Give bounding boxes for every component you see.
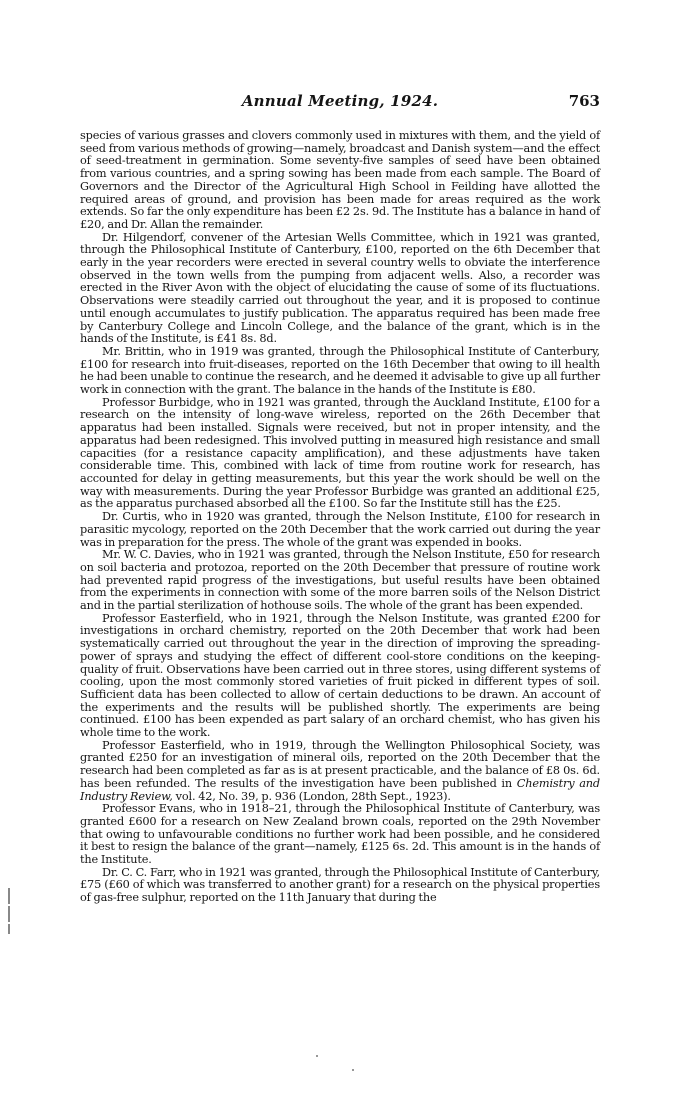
journal-title: Chemistry and Industry Review,	[80, 776, 600, 803]
margin-mark	[8, 888, 10, 904]
paragraph-curtis: Dr. Curtis, who in 1920 was granted, through the Nelson Institute, £100 for research in parasitic mycology, reported on the 20th December that the work carried out during the year was in preparation for the press. The whole of the grant was expended in books.	[80, 510, 600, 549]
page-header	[80, 92, 600, 114]
paragraph-davies: Mr. W. C. Davies, who in 1921 was granted, through the Nelson Institute, £50 for research on soil bacteria and protozoa, reported on the 20th December that pressure of routine work had prevented rapid progress of the investigations, but useful results have been obtained from the experiments in connection with some of the more barren soils of the Nelson District and in the partial sterilization of hothouse soils. The whole of the grant has been expended.	[80, 548, 600, 613]
paragraph-brittin: Mr. Brittin, who in 1919 was granted, through the Philosophical Institute of Canterbury, £100 for research into fruit-diseases, reported on the 16th December that owing to ill health he had been unable to continue the research, and he deemed it advisable to give up all further work in connection with the grant. The balance in the hands of the Institute is £80.	[80, 344, 600, 397]
margin-mark	[8, 906, 10, 922]
scan-speck	[352, 1069, 354, 1071]
paragraph-farr: Dr. C. C. Farr, who in 1921 was granted, through the Philosophical Institute of Canterbury, £75 (£60 of which was transferred to another grant) for a research on the physical properties of gas-free sulphur, reported on the 11th January that during the	[80, 865, 600, 905]
paragraph-evans: Professor Evans, who in 1918–21, through the Philosophical Institute of Canterbury, was granted £600 for a research on New Zealand brown coals, reported on the 29th November that owing to unfavourable conditions no further work had been possible, and he considered it best to resign the balance of the grant—namely, £125 6s. 2d. This amount is in the hands of the Institute.	[80, 802, 600, 867]
scan-speck	[316, 1055, 318, 1057]
margin-mark	[8, 924, 10, 934]
body-text	[80, 130, 600, 905]
paragraph-burbidge: Professor Burbidge, who in 1921 was granted, through the Auckland Institute, £100 for a research on the intensity of long-wave wireless, reported on the 26th December that apparatus had been installed. Signals were received, but not in proper intensity, and the apparatus had been redesigned. This involved putting in measured high resistance and small capacities (for a resistance capacity amplification), and these adjustments have taken considerable time. This, combined with lack of time from routine work for research, has accounted for delay in getting measurements, but this year the work should be well on the way with measurements. During the year Professor Burbidge was granted an additional £25, as the apparatus purchased absorbed all the £100. So far the Institute still has the £25.	[80, 395, 600, 511]
paragraph-easterfield-oils: Professor Easterfield, who in 1919, through the Wellington Philosophical Society, was granted £250 for an investigation of mineral oils, reported on the 20th December that the research had been completed as far as is at present practicable, and the balance of £8 0s. 6d. has been refunded. The results of the investigation have been published in Chemistry and Industry Review, vol. 42, No. 39, p. 936 (London, 28th Sept., 1923).	[80, 738, 600, 803]
paragraph-seed-research: species of various grasses and clovers commonly used in mixtures with them, and the yield of seed from various methods of growing—namely, broadcast and Danish system—and the effect of seed-treatment in germination. Some seventy-five samples of seed have been obtained from various countries, and a spring sowing has been made from each sample. The Board of Governors and the Director of the Agricultural High School in Feilding have allotted the required areas of ground, and provision has been made for areas required as the work extends. So far the only expenditure has been £2 2s. 9d. The Institute has a balance in hand of £20, and Dr. Allan the remainder.	[80, 129, 600, 231]
paragraph-easterfield-orchard: Professor Easterfield, who in 1921, through the Nelson Institute, was granted £200 for investigations in orchard chemistry, reported on the 20th December that work had been systematically carried out throughout the year in the direction of improving the spreading-power of sprays and studying the effect of different cool-store conditions on the keeping-quality of fruit. Observations have been carried out in three stores, using different systems of cooling, upon the most commonly stored varieties of fruit picked in different types of soil. Sufficient data has been collected to allow of certain deductions to be drawn. An account of the experiments and the results will be published shortly. The experiments are being continued. £100 has been expended as part salary of an orchard chemist, who has given his whole time to the work.	[80, 611, 600, 740]
page-number: 763	[568, 92, 600, 110]
paragraph-hilgendorf: Dr. Hilgendorf, convener of the Artesian Wells Committee, which in 1921 was granted, through the Philosophical Institute of Canterbury, £100, reported on the 6th December that early in the year recorders were erected in several country wells to obviate the interference observed in the town wells from the pumping from adjacent wells. Also, a recorder was erected in the River Avon with the object of elucidating the cause of some of its fluctuations. Observations were steadily carried out throughout the year, and it is proposed to continue until enough accumulates to justify publication. The apparatus required has been made free by Canterbury College and Lincoln College, and the balance of the grant, which is in the hands of the Institute, is £41 8s. 8d.	[80, 230, 600, 346]
running-title: Annual Meeting, 1924.	[241, 92, 439, 110]
